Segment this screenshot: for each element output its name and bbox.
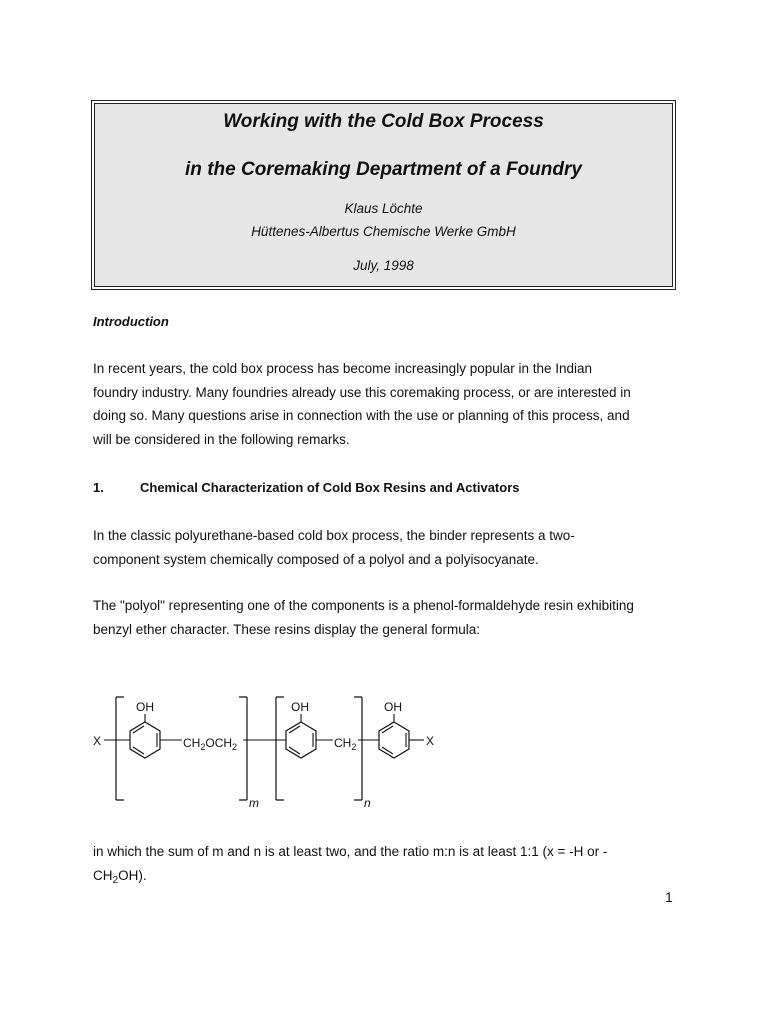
intro-line: will be considered in the following remarks.: [93, 431, 350, 447]
paragraph-line: in which the sum of m and n is at least two, and the ratio m:n is at least 1:1 (x = -H or -: [93, 844, 608, 859]
intro-line: foundry industry. Many foundries already use this coremaking process, or are interested in: [93, 384, 631, 400]
ch2-label: $CH_2$: [334, 736, 357, 752]
section-1-heading: [93, 480, 520, 495]
paragraph-line: In the classic polyurethane-based cold box process, the binder represents a two-: [93, 528, 575, 543]
introduction-heading: Introduction: [93, 314, 169, 329]
author-name: Klaus Löchte: [344, 201, 423, 216]
ch2oh-subscript: 2: [112, 874, 119, 886]
document-title-line-1: Working with the Cold Box Process: [223, 111, 544, 132]
intro-line: doing so. Many questions arise in connection with the use or planning of this process, and: [93, 408, 630, 423]
subscript-n: n: [364, 796, 371, 810]
benzene-ring-1: [130, 714, 160, 758]
benzyl-ether-resin-formula: [88, 690, 448, 810]
section-1-number: 1.: [93, 480, 104, 495]
page-number: 1: [665, 889, 673, 905]
benzene-ring-2: [286, 714, 316, 758]
oh-label-1: OH: [136, 700, 154, 714]
document-date: July, 1998: [353, 258, 414, 273]
x-label-left: X: [93, 734, 102, 748]
x-label-right: X: [426, 734, 435, 748]
ch2oh-rest: OH).: [118, 867, 147, 883]
intro-paragraph: [93, 357, 678, 451]
paragraph-line: component system chemically composed of a polyol and a polyisocyanate.: [93, 551, 539, 567]
subscript-m: m: [249, 796, 259, 810]
paragraph-line: benzyl ether character. These resins display the general formula:: [93, 621, 480, 637]
oh-label-2: OH: [291, 700, 309, 714]
paragraph-ratio: [93, 840, 678, 892]
benzene-ring-3: [379, 714, 409, 758]
oh-label-3: OH: [384, 700, 402, 714]
paragraph-binder: [93, 524, 678, 571]
title-box: [91, 100, 676, 290]
ch2oh-ch: CH: [93, 867, 113, 883]
author-affiliation: Hüttenes-Albertus Chemische Werke GmbH: [251, 224, 516, 239]
bracket-m-left: [116, 697, 124, 800]
paragraph-polyol: [93, 594, 678, 641]
section-1-title: Chemical Characterization of Cold Box Resins and Activators: [140, 480, 520, 495]
intro-line: In recent years, the cold box process has become increasingly popular in the Indian: [93, 361, 593, 376]
bracket-n-left: [276, 697, 284, 800]
paragraph-line: The "polyol" representing one of the components is a phenol-formaldehyde resin exhibiting: [93, 598, 634, 613]
bracket-m-right: [239, 697, 247, 800]
title-box-inner: [94, 103, 673, 287]
document-title-line-2: in the Coremaking Department of a Foundry: [185, 159, 582, 180]
paragraph-line: [93, 864, 678, 893]
ch2och2-label: $CH_2OCH_2$: [183, 736, 238, 752]
